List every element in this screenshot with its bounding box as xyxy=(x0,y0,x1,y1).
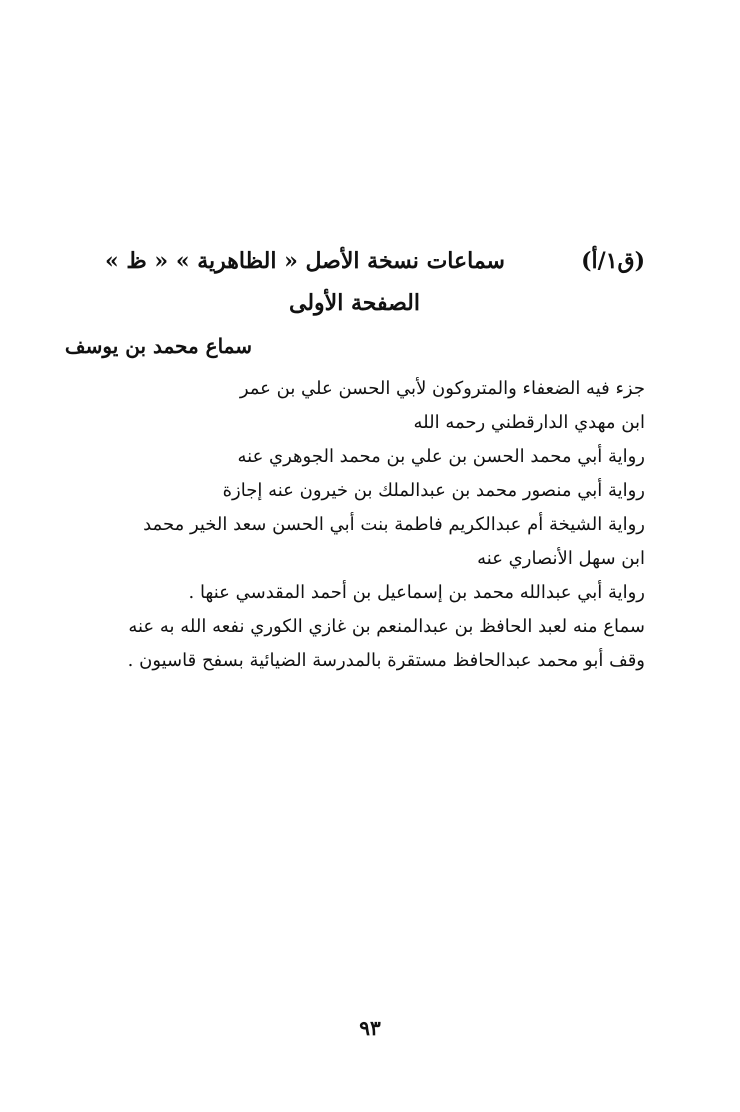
text-line: سماع منه لعبد الحافظ بن عبدالمنعم بن غازي الكوري نفعه الله به عنه xyxy=(128,616,645,637)
text-line: رواية الشيخة أم عبدالكريم فاطمة بنت أبي الحسن سعد الخير محمد xyxy=(143,514,645,535)
text-line: وقف أبو محمد عبدالحافظ مستقرة بالمدرسة الضيائية بسفح قاسيون . xyxy=(127,650,645,671)
audition-heading: سماع محمد بن يوسف xyxy=(64,334,252,358)
text-line: جزء فيه الضعفاء والمتروكون لأبي الحسن علي بن عمر xyxy=(239,378,645,399)
heading-row xyxy=(85,248,645,284)
text-line: رواية أبي محمد الحسن بن علي بن محمد الجوهري عنه xyxy=(237,446,645,467)
page-title: سماعات نسخة الأصل « الظاهرية » « ظ » xyxy=(105,248,505,274)
text-line: رواية أبي منصور محمد بن عبدالملك بن خيرون عنه إجازة xyxy=(222,480,645,501)
text-line: ابن مهدي الدارقطني رحمه الله xyxy=(413,412,645,433)
subheading: الصفحة الأولى xyxy=(288,290,420,316)
text-line: رواية أبي عبدالله محمد بن إسماعيل بن أحمد المقدسي عنها . xyxy=(188,582,645,603)
folio-reference: (ق١/أ) xyxy=(581,248,645,274)
body-text xyxy=(85,372,645,678)
page-number: ٩٣ xyxy=(359,1016,381,1040)
text-line: ابن سهل الأنصاري عنه xyxy=(477,548,645,569)
